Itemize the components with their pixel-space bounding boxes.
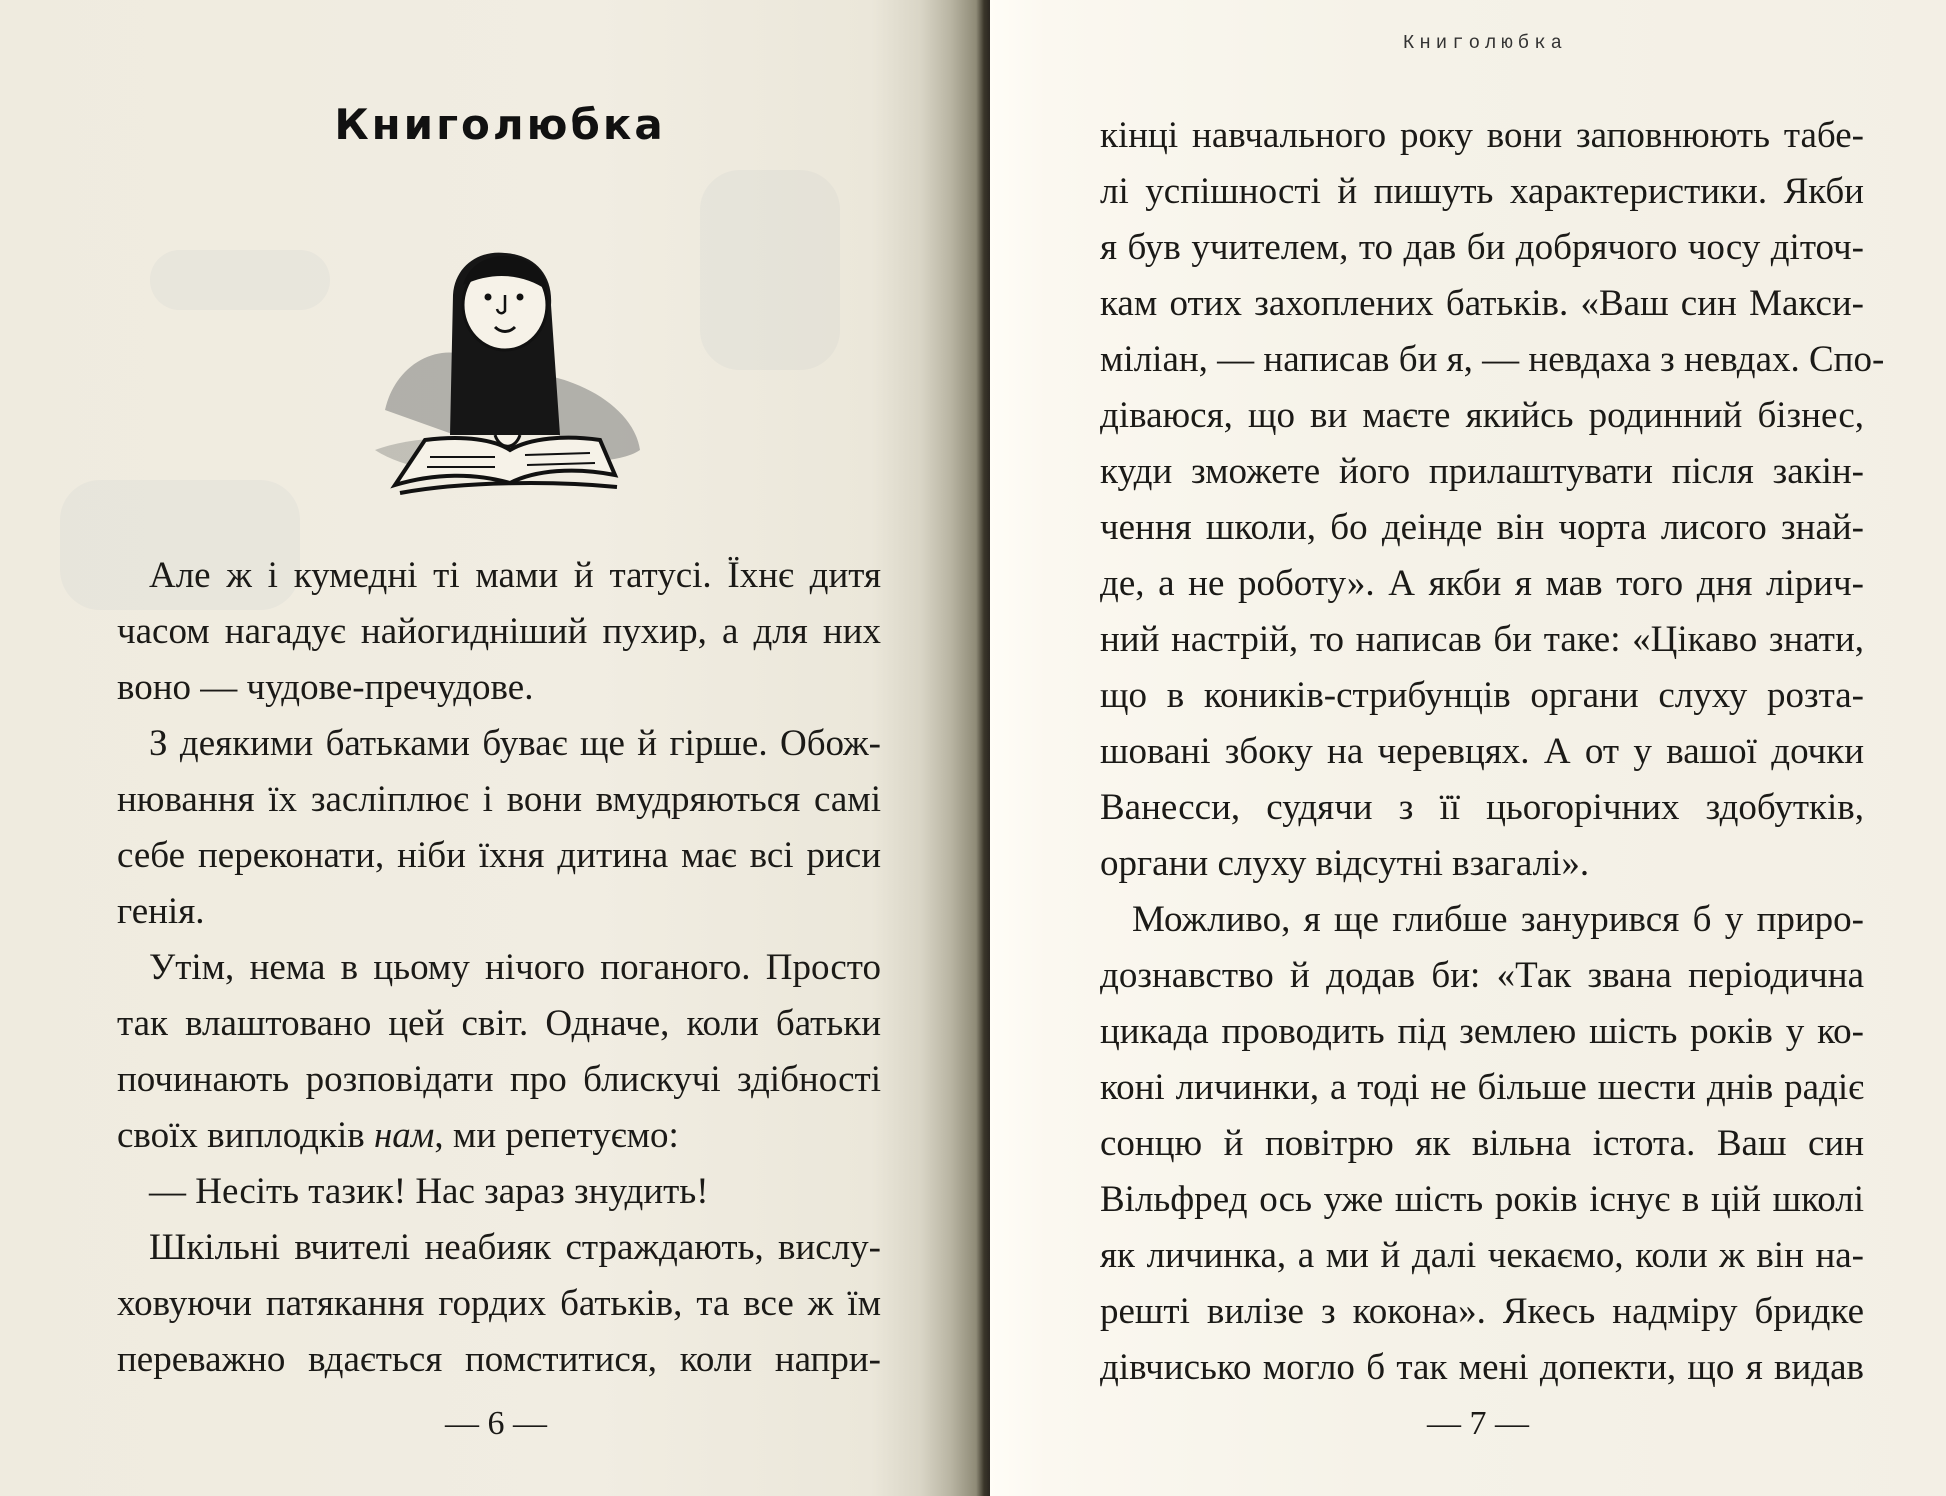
text-line: чення школи, бо деінде він чорта лисого знай-: [1100, 507, 1864, 548]
dialogue-line: — Несіть тазик! Нас зараз знудить!: [149, 1171, 709, 1212]
text-line: так влаштовано цей світ. Одначе, коли батьки: [117, 1003, 881, 1044]
text-line: що в коників-стрибунців органи слуху розта-: [1100, 675, 1864, 716]
text-line: генія.: [117, 891, 205, 932]
text-line: діваюся, що ви маєте якийсь родинний бізнес,: [1100, 395, 1864, 436]
right-page-body: [1100, 108, 1885, 1396]
text-line: сонцю й повітрю як вільна істота. Ваш син: [1100, 1123, 1864, 1164]
text-line: цикада проводить під землею шість років у ко-: [1100, 1011, 1864, 1052]
text-line: Ванесси, судячи з її цьогорічних здобутків,: [1100, 787, 1864, 828]
text-line: З деякими батьками буває ще й гірше. Обож-: [149, 723, 881, 764]
girl-reading-book-illustration: [355, 235, 665, 510]
text-line: де, а не роботу». А якби я мав того дня лірич-: [1100, 563, 1864, 604]
page-number: — 7 —: [1427, 1405, 1529, 1442]
text-line: лі успішності й пишуть характеристики. Якби: [1100, 171, 1864, 212]
text-line: дознавство й додав би: «Так звана періодична: [1100, 955, 1864, 996]
text-line: Вільфред ось уже шість років існує в цій школі: [1100, 1179, 1864, 1220]
text-line: нювання їх засліплює і вони вмудряються самі: [117, 779, 881, 820]
text-line: куди зможете його прилаштувати після закін-: [1100, 451, 1864, 492]
text-line: [117, 1108, 881, 1164]
emphasis-text: нам: [373, 1115, 435, 1156]
text-line: ний настрій, то написав би таке: «Цікаво знати,: [1100, 619, 1864, 660]
text-line: переважно вдається помститися, коли напри-: [117, 1339, 881, 1380]
text-line: воно — чудове-пречудове.: [117, 667, 534, 708]
text-line: Можливо, я ще глибше занурився б у приро-: [1132, 899, 1864, 940]
page-number: — 6 —: [445, 1405, 547, 1442]
text-line: часом нагадує найогидніший пухир, а для них: [117, 611, 881, 652]
running-header: Книголюбка: [1402, 32, 1568, 54]
text-line: коні личинки, а тоді не більше шести днів радіє: [1100, 1067, 1864, 1108]
text-line: кінці навчального року вони заповнюють табе-: [1100, 115, 1864, 156]
chapter-title: Книголюбка: [334, 100, 666, 149]
text-line: дівчисько могло б так мені допекти, що я видав: [1100, 1347, 1864, 1388]
text-line: органи слуху відсутні взагалі».: [1100, 843, 1590, 884]
text-line: міліан, — написав би я, — невдаха з невдах. Спо-: [1100, 339, 1885, 380]
text-line: кам отих захоплених батьків. «Ваш син Макси-: [1100, 283, 1864, 324]
text-line: Утім, нема в цьому нічого поганого. Просто: [149, 947, 881, 988]
text-line: Але ж і кумедні ті мами й татусі. Їхнє дитя: [149, 555, 881, 596]
text-line: себе переконати, ніби їхня дитина має всі риси: [117, 835, 881, 876]
show-through-shadow: [700, 170, 840, 370]
text-segment: своїх виплодків: [117, 1115, 374, 1156]
text-line: шовані збоку на черевцях. А от у вашої дочки: [1100, 731, 1864, 772]
text-line: решті вилізе з кокона». Якесь надміру бридке: [1100, 1291, 1864, 1332]
text-line: як личинка, а ми й далі чекаємо, коли ж він на-: [1100, 1235, 1864, 1276]
text-line: починають розповідати про блискучі здібності: [117, 1059, 881, 1100]
show-through-shadow: [150, 250, 330, 310]
left-page-body: [117, 548, 881, 1388]
text-line: я був учителем, то дав би добрячого чосу діточ-: [1100, 227, 1864, 268]
text-segment: , ми репетуємо:: [434, 1115, 679, 1156]
text-line: Шкільні вчителі неабияк страждають, вислу-: [149, 1227, 881, 1268]
text-line: ховуючи патякання гордих батьків, та все ж їм: [117, 1283, 881, 1324]
